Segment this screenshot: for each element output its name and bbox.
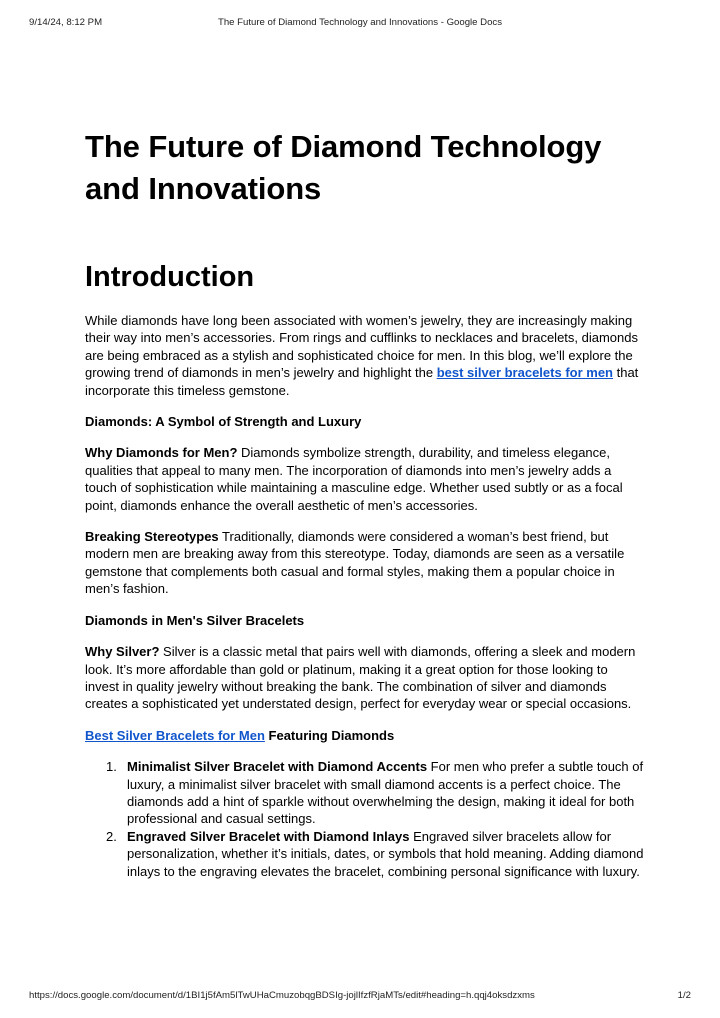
print-datetime: 9/14/24, 8:12 PM [29, 17, 103, 28]
list-item-title: Engraved Silver Bracelet with Diamond Inlays [127, 828, 410, 844]
print-url: https://docs.google.com/document/d/1BI1j5fAm5lTwUHaCmuzobqgBDSIg-jojlIfzfRjaMTs/edit#heading=h.qqj4oksdzxms [29, 990, 535, 1001]
list-item-text: For men who prefer a subtle touch of luxury, a minimalist silver bracelet with small diamond accents is a perfect choice. The diamonds add a hint of sparkle without overwhelming the design, making it ideal for both professional and casual settings. [127, 759, 644, 827]
list-item-number: 2. [106, 828, 117, 844]
page-indicator: 1/2 [677, 990, 691, 1001]
list-item [85, 828, 645, 880]
section-heading-silver-bracelets-text: Diamonds in Men's Silver Bracelets [85, 612, 305, 628]
breaking-stereotypes-title: Breaking Stereotypes [85, 529, 219, 545]
section-heading-strength [85, 413, 645, 430]
print-header [29, 17, 691, 31]
best-silver-bracelets-heading-link[interactable]: Best Silver Bracelets for Men [85, 727, 265, 743]
introduction-heading: Introduction [85, 261, 255, 293]
breaking-stereotypes-text: Traditionally, diamonds were considered a woman’s best friend, but modern men are breaking away from this stereotype. Today, diamonds are seen as a versatile gemstone that complements both casual and formal styles, making them a popular choice in men’s fashion. [85, 529, 625, 597]
print-footer [29, 990, 691, 1004]
document-body [85, 126, 645, 880]
list-item-title: Minimalist Silver Bracelet with Diamond Accents [127, 759, 428, 775]
featured-heading-text: Featuring Diamonds [264, 727, 395, 743]
intro-paragraph [85, 312, 645, 399]
intro-text-end: that incorporate this timeless gemstone. [85, 365, 639, 398]
section-heading-silver-bracelets [85, 612, 645, 629]
why-diamonds-text: Diamonds symbolize strength, durability, and timeless elegance, qualities that appeal to many men. The incorporation of diamonds into men’s jewelry adds a touch of sophistication while maintaining a masculine edge. Whether used subtly or as a focal point, diamonds enhance the overall aesthetic of men’s accessories. [85, 445, 623, 513]
why-silver-title: Why Silver? [85, 644, 160, 660]
featured-heading [85, 727, 645, 744]
list-item-text: Engraved silver bracelets allow for personalization, whether it’s initials, dates, or symbols that hold meaning. Adding diamond inlays to the engraving elevates the bracelet, combining personal significance with luxury. [127, 828, 644, 879]
print-doc-title: The Future of Diamond Technology and Innovations - Google Docs [217, 17, 503, 28]
list-item-number: 1. [106, 759, 117, 775]
why-diamonds-paragraph [85, 444, 645, 514]
section-heading-strength-text: Diamonds: A Symbol of Strength and Luxury [85, 414, 362, 430]
why-silver-paragraph [85, 643, 645, 713]
intro-text-start: While diamonds have long been associated with women’s jewelry, they are increasingly making their way into men’s accessories. From rings and cufflinks to necklaces and bracelets, diamonds are being embraced as a stylish and sophisticated choice for men. In this blog, we’ll explore the growing trend of diamonds in men’s jewelry and highlight the [85, 313, 639, 381]
document-title: The Future of Diamond Technology and Innovations [85, 129, 602, 206]
list-item [85, 758, 645, 828]
why-diamonds-title: Why Diamonds for Men? [85, 445, 238, 461]
bracelet-list [85, 758, 645, 880]
why-silver-text: Silver is a classic metal that pairs well with diamonds, offering a sleek and modern look. It’s more affordable than gold or platinum, making it a great option for those looking to invest in quality jewelry without breaking the bank. The combination of silver and diamonds creates a sophisticated yet understated design, perfect for everyday wear or special occasions. [85, 644, 636, 712]
breaking-stereotypes-paragraph [85, 528, 645, 598]
best-silver-bracelets-link[interactable]: best silver bracelets for men [436, 365, 613, 381]
